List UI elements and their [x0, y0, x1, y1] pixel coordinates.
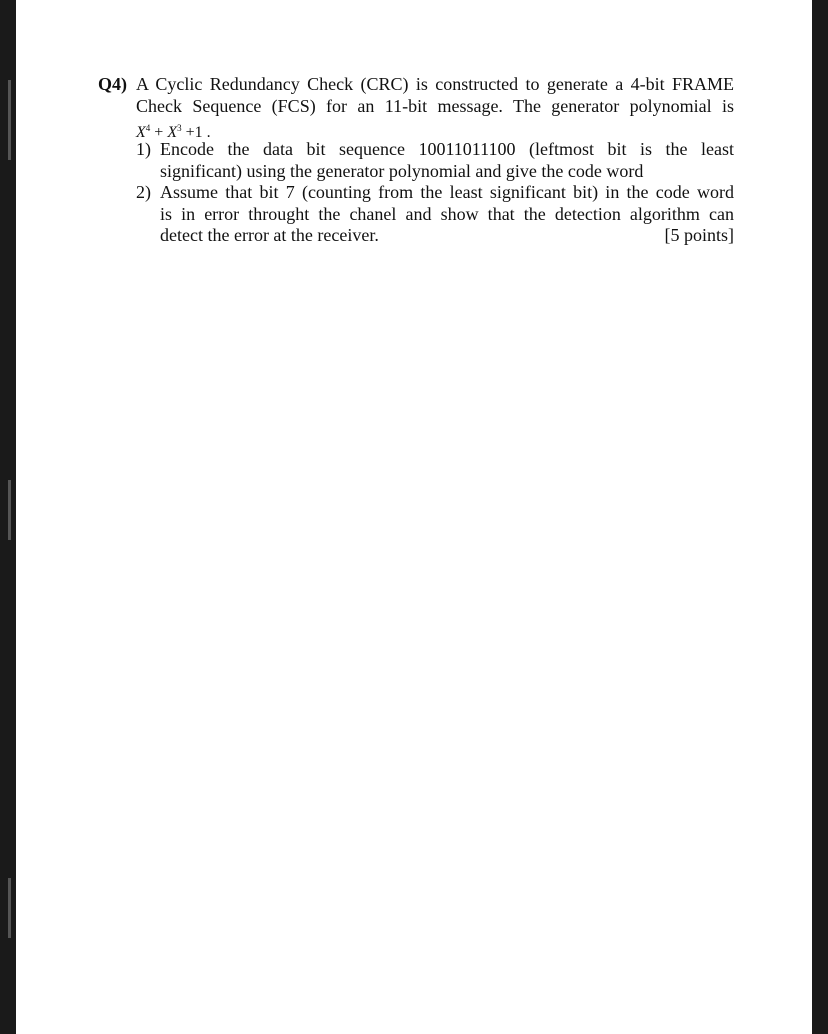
poly-plus: + [154, 124, 164, 141]
poly-term1-exp: 4 [145, 123, 151, 133]
question-intro-line-2: Check Sequence (FCS) for an 11-bit message. The generator polynomial is [136, 95, 734, 116]
part-1 [98, 139, 734, 182]
question-intro-line-1: A Cyclic Redundancy Check (CRC) is constructed to generate a 4-bit FRAME [136, 74, 734, 94]
poly-tail: +1 . [185, 124, 211, 141]
part-2-number: 2) [136, 182, 151, 202]
poly-term2-base: X [167, 124, 178, 141]
part-1-line-2: significant) using the generator polynomial and give the code word [160, 160, 644, 181]
part-1-number: 1) [136, 139, 151, 159]
left-edge-mark [8, 80, 11, 160]
part-2-line-3: detect the error at the receiver. [160, 225, 379, 245]
question-block [98, 74, 734, 247]
part-2 [98, 182, 734, 247]
left-edge-mark [8, 878, 11, 938]
part-2-line-1: Assume that bit 7 (counting from the least significant bit) in the code word [160, 182, 734, 202]
part-1-line-1: Encode the data bit sequence 10011011100 (leftmost bit is the least [160, 139, 734, 159]
question-intro [98, 74, 734, 117]
points-label: [5 points] [664, 225, 734, 245]
left-edge-mark [8, 480, 11, 540]
poly-term1-base: X [136, 124, 146, 141]
generator-polynomial [98, 117, 734, 139]
poly-term2-exp: 3 [177, 123, 182, 133]
document-page [16, 0, 812, 1034]
question-number: Q4) [98, 74, 127, 94]
part-2-line-2: is in error throught the chanel and show that the detection algorithm can [160, 203, 734, 224]
part-2-last-line [160, 225, 734, 247]
